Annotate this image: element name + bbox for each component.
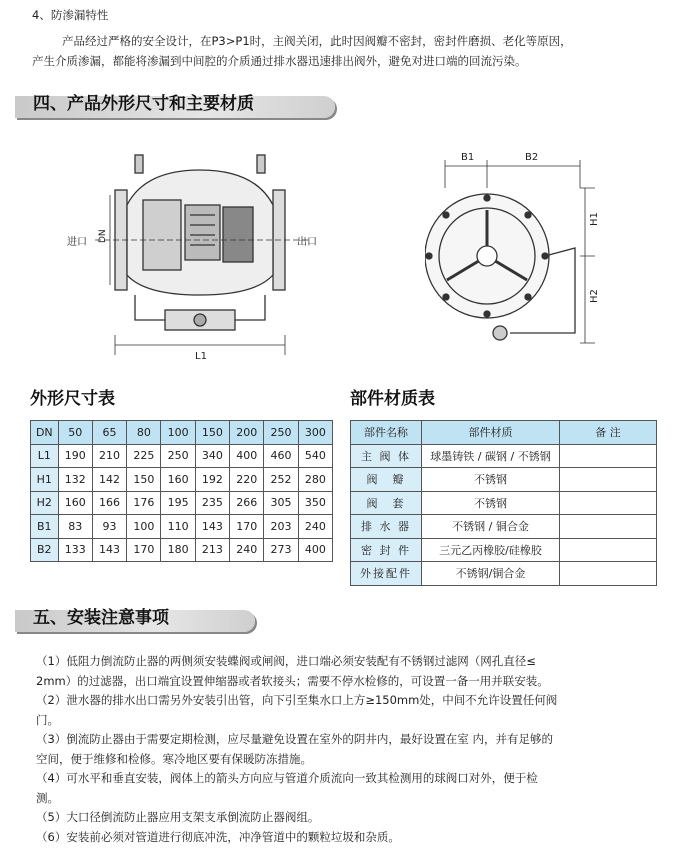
table-cell: L1: [31, 444, 59, 468]
table-cell: 225: [127, 444, 161, 468]
table-row: [31, 444, 333, 468]
table-cell: [560, 468, 657, 492]
dim-table-header-row: [31, 421, 333, 445]
table-row: [351, 444, 657, 468]
table-cell: [560, 562, 657, 586]
valve-side-section-drawing: [65, 145, 365, 370]
dim-header-cell: 65: [92, 421, 126, 445]
install-note-line: 测。: [36, 790, 59, 805]
section4-para-line2: 产生介质渗漏，都能将渗漏到中间腔的介质通过排水器迅速排出阀外，避免对进口端的回流污染。: [32, 54, 527, 68]
installation-notes: [36, 652, 676, 847]
table-cell: [560, 538, 657, 562]
table-cell: 阀 瓣: [351, 468, 422, 492]
table-cell: 166: [92, 491, 126, 515]
dim-table-title: 外形尺寸表: [30, 389, 115, 409]
table-cell: 83: [58, 515, 92, 539]
table-cell: 142: [92, 468, 126, 492]
h2-label: H2: [589, 289, 600, 303]
table-cell: 340: [195, 444, 229, 468]
table-cell: 不锈钢: [422, 468, 560, 492]
table-cell: 400: [298, 538, 332, 562]
table-cell: 100: [127, 515, 161, 539]
table-cell: 305: [264, 491, 298, 515]
table-cell: 240: [230, 538, 264, 562]
table-cell: 350: [298, 491, 332, 515]
table-cell: 密 封 件: [351, 538, 422, 562]
table-cell: 160: [161, 468, 195, 492]
table-cell: 180: [161, 538, 195, 562]
b1-label: B1: [461, 152, 475, 163]
table-row: [351, 491, 657, 515]
dim-header-cell: 100: [161, 421, 195, 445]
table-cell: H1: [31, 468, 59, 492]
install-note-line: （5）大口径倒流防止器应用支架支承倒流防止器阀组。: [36, 810, 320, 824]
table-row: [31, 491, 333, 515]
table-cell: 220: [230, 468, 264, 492]
dimension-table: [30, 420, 333, 562]
section4-title: 4、防渗漏特性: [32, 8, 109, 22]
table-cell: 460: [264, 444, 298, 468]
table-cell: 110: [161, 515, 195, 539]
mat-header-cell: 部件名称: [351, 421, 422, 445]
section4-para-line1: 产品经过严格的安全设计，在P3>P1时，主阀关闭，此时因阀瓣不密封，密封件磨损、老化等原因，: [62, 34, 572, 48]
table-cell: 170: [127, 538, 161, 562]
outlet-label: 出口: [297, 237, 317, 248]
dim-header-cell: 150: [195, 421, 229, 445]
table-cell: [560, 515, 657, 539]
table-cell: 160: [58, 491, 92, 515]
table-row: [351, 562, 657, 586]
table-cell: 93: [92, 515, 126, 539]
dim-header-cell: 300: [298, 421, 332, 445]
table-cell: 不锈钢/铜合金: [422, 562, 560, 586]
dim-header-cell: DN: [31, 421, 59, 445]
table-cell: 540: [298, 444, 332, 468]
dim-header-cell: 250: [264, 421, 298, 445]
table-cell: 不锈钢: [422, 491, 560, 515]
mat-table-header-row: [351, 421, 657, 445]
table-cell: 143: [195, 515, 229, 539]
dim-header-cell: 80: [127, 421, 161, 445]
dim-header-cell: 200: [230, 421, 264, 445]
table-cell: B2: [31, 538, 59, 562]
table-cell: 170: [230, 515, 264, 539]
section-header-dimensions: [15, 90, 345, 118]
install-note-line: （1）低阻力倒流防止器的两侧须安装蝶阀或闸阀，进口端必须安装配有不锈钢过滤网（网孔直径≤: [36, 654, 536, 668]
install-note-line: （4）可水平和垂直安装，阀体上的箭头方向应与管道介质流向一致其检测用的球阀口对外，便于检: [36, 771, 538, 785]
table-cell: 252: [264, 468, 298, 492]
install-note-line: （2）泄水器的排水出口需另外安装引出管，向下引至集水口上方≥150mm处，中间不允许设置任何阀: [36, 693, 558, 707]
table-cell: 273: [264, 538, 298, 562]
table-cell: 203: [264, 515, 298, 539]
table-cell: 176: [127, 491, 161, 515]
l1-label: L1: [195, 351, 207, 362]
table-cell: 213: [195, 538, 229, 562]
dim-header-cell: 50: [58, 421, 92, 445]
inlet-label: 进口: [67, 237, 87, 248]
table-cell: 210: [92, 444, 126, 468]
table-cell: 192: [195, 468, 229, 492]
table-row: [351, 468, 657, 492]
section-header-dimensions-label: 四、产品外形尺寸和主要材质: [33, 94, 254, 114]
dn-label: DN: [98, 229, 108, 243]
mat-header-cell: 备 注: [560, 421, 657, 445]
table-cell: 三元乙丙橡胶/硅橡胶: [422, 538, 560, 562]
table-row: [31, 468, 333, 492]
material-table: [350, 420, 657, 586]
table-cell: H2: [31, 491, 59, 515]
table-cell: 400: [230, 444, 264, 468]
table-cell: 266: [230, 491, 264, 515]
table-cell: 外接配件: [351, 562, 422, 586]
install-note-line: （3）倒流防止器由于需要定期检测，应尽量避免设置在室外的阴井内，最好设置在室 内，并有足够的: [36, 732, 553, 746]
table-cell: 143: [92, 538, 126, 562]
table-row: [351, 515, 657, 539]
table-cell: 不锈钢 / 铜合金: [422, 515, 560, 539]
section-header-installation-label: 五、安装注意事项: [33, 608, 169, 628]
mat-table-title: 部件材质表: [350, 389, 435, 409]
table-row: [351, 538, 657, 562]
table-cell: 190: [58, 444, 92, 468]
table-cell: B1: [31, 515, 59, 539]
table-cell: 235: [195, 491, 229, 515]
table-cell: 阀 套: [351, 491, 422, 515]
table-cell: 280: [298, 468, 332, 492]
table-cell: [560, 491, 657, 515]
install-note-line: 门。: [36, 712, 59, 727]
table-cell: 球墨铸铁 / 碳钢 / 不锈钢: [422, 444, 560, 468]
valve-front-view-drawing: [425, 148, 625, 373]
h1-label: H1: [589, 212, 600, 226]
table-cell: 133: [58, 538, 92, 562]
table-cell: 240: [298, 515, 332, 539]
section-header-installation: [15, 604, 265, 632]
table-row: [31, 538, 333, 562]
table-cell: 250: [161, 444, 195, 468]
install-note-line: （6）安装前必须对管道进行彻底冲洗，冲净管道中的颗粒垃圾和杂质。: [36, 829, 400, 844]
table-cell: [560, 444, 657, 468]
install-note-line: 空间，便于维修和检修。寒冷地区要有保暖防冻措施。: [36, 751, 312, 766]
install-note-line: 2mm）的过滤器，出口端宜设置伸缩器或者软接头；需要不停水检修的，可设置一备一用并联安装。: [36, 673, 549, 688]
table-cell: 132: [58, 468, 92, 492]
table-row: [31, 515, 333, 539]
mat-header-cell: 部件材质: [422, 421, 560, 445]
b2-label: B2: [525, 152, 539, 163]
table-cell: 195: [161, 491, 195, 515]
table-cell: 主 阀 体: [351, 444, 422, 468]
table-cell: 150: [127, 468, 161, 492]
table-cell: 排 水 器: [351, 515, 422, 539]
